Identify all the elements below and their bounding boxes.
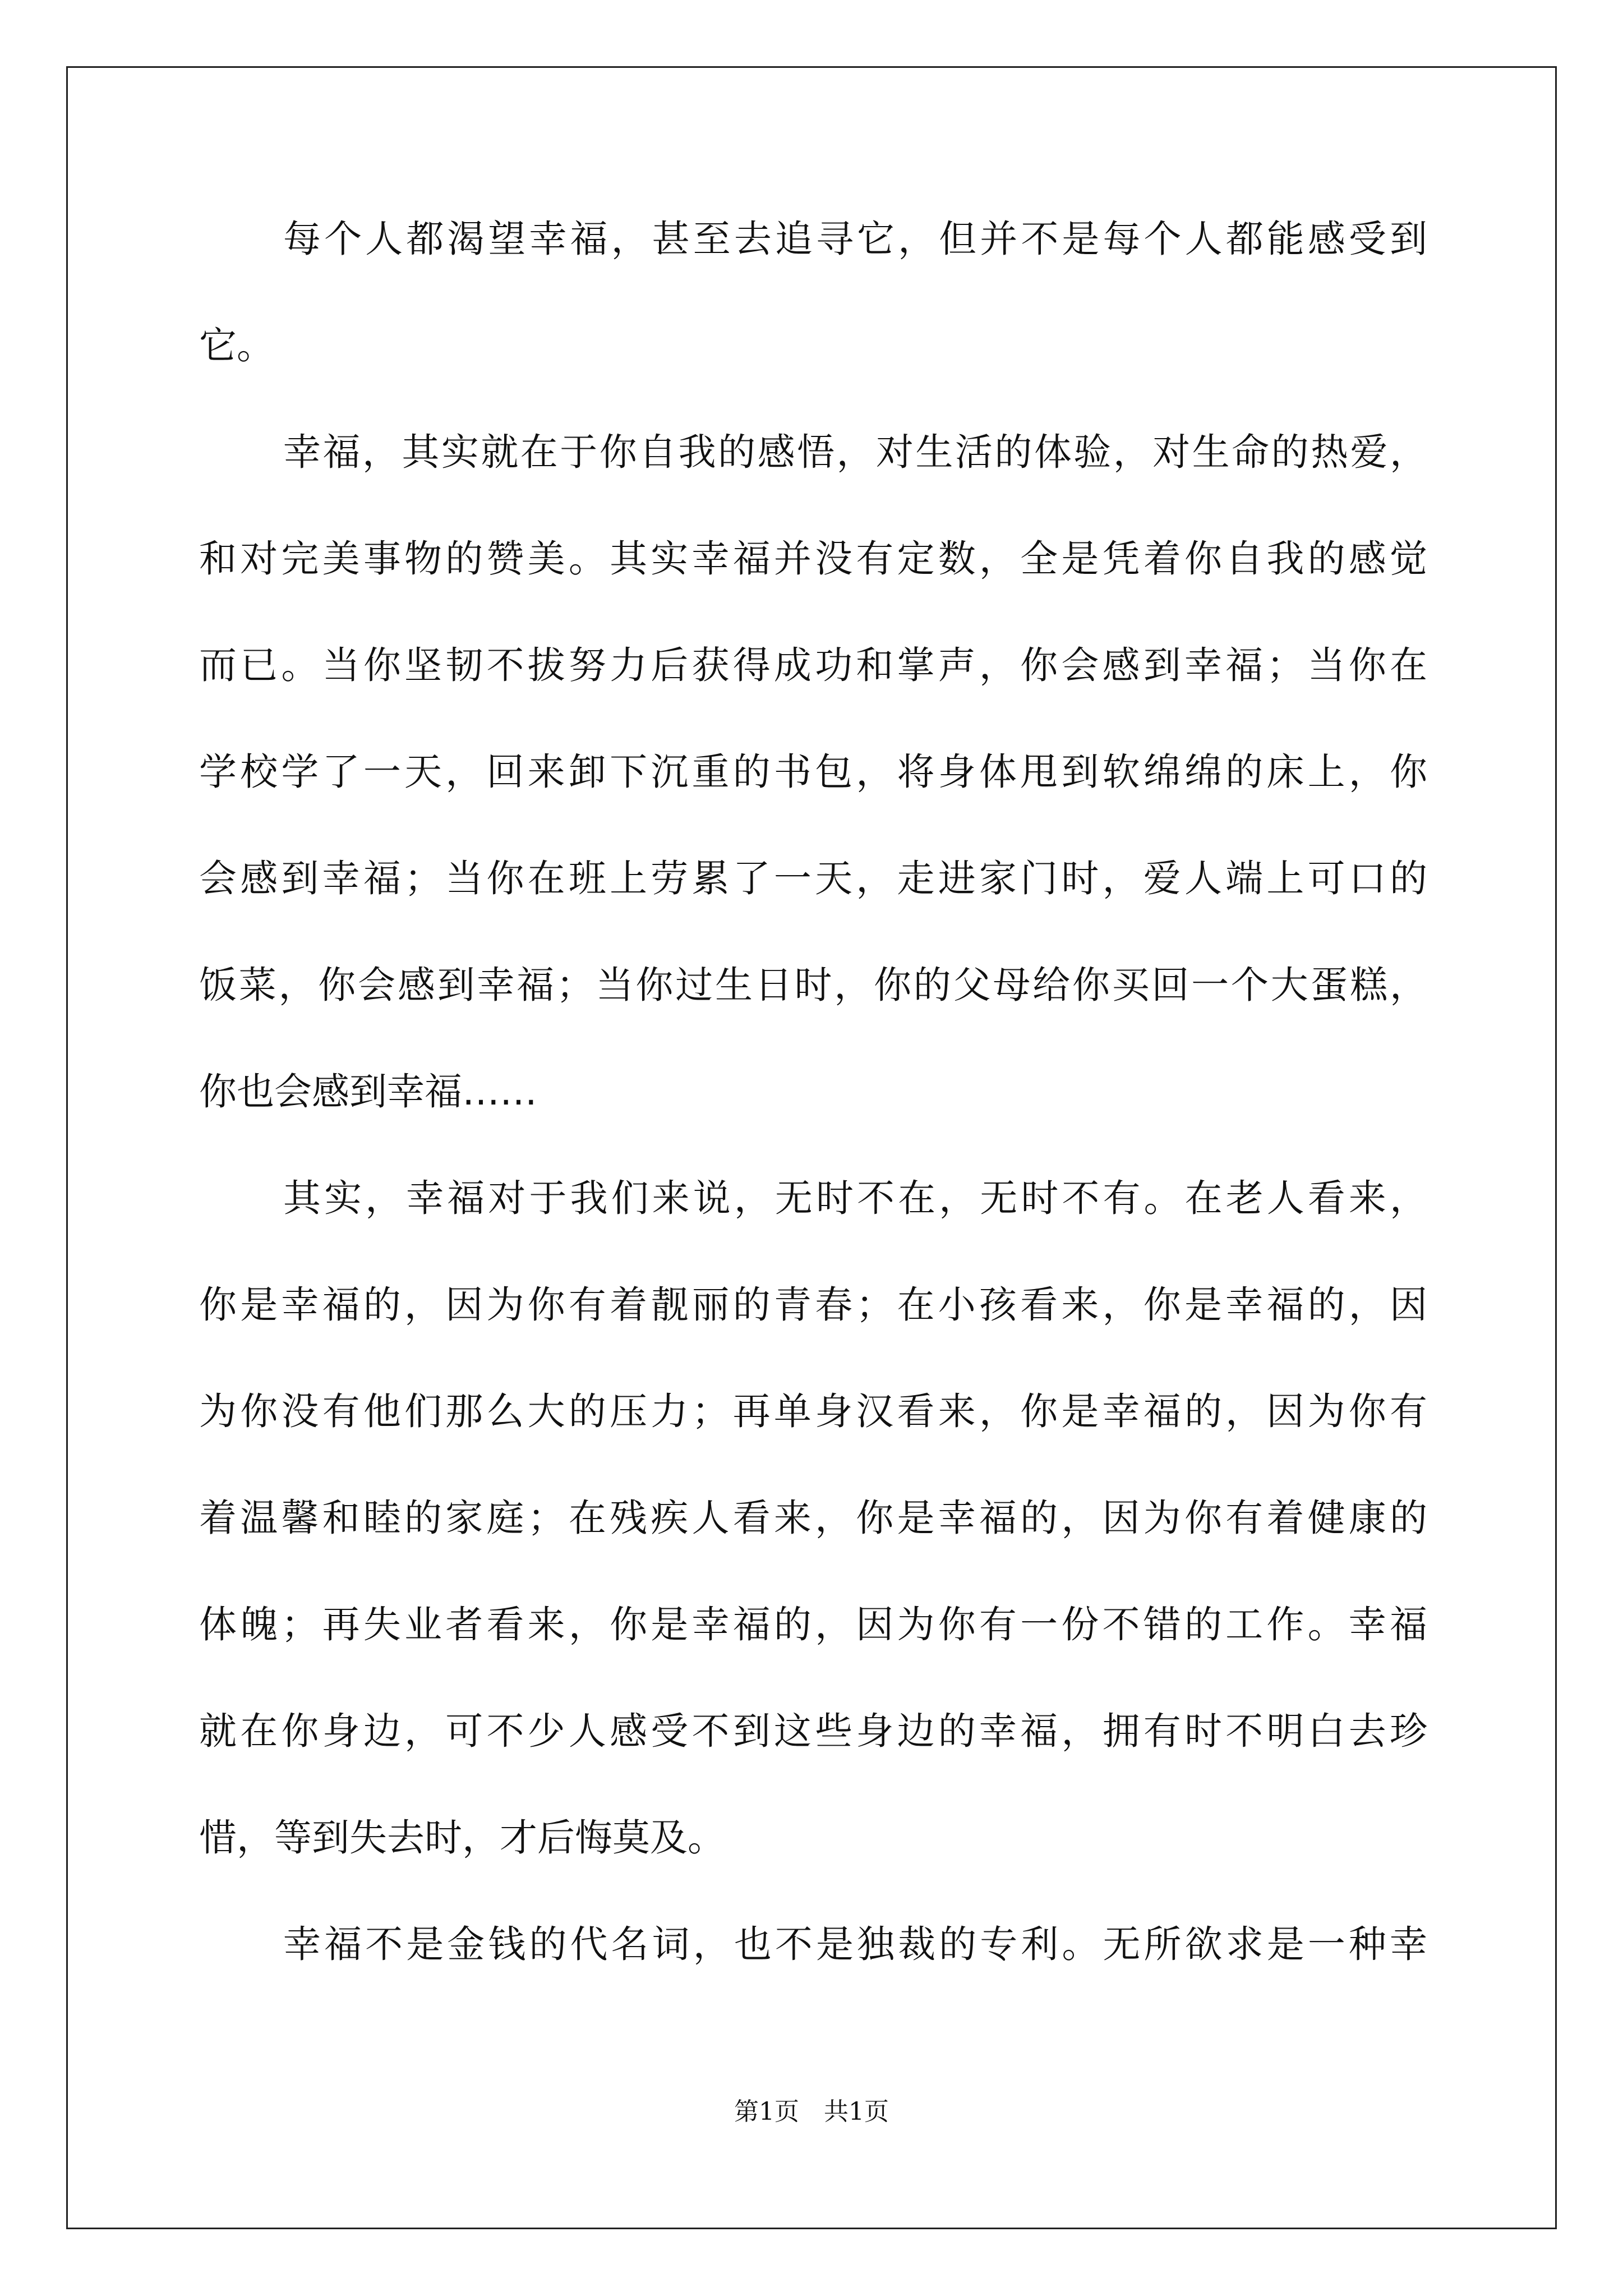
paragraph-2-line-1: 幸福，其实就在于你自我的感悟，对生活的体验，对生命的热爱， bbox=[283, 430, 1427, 474]
paragraph-2-line-5: 会感到幸福；当你在班上劳累了一天，走进家门时，爱人端上可口的 bbox=[199, 857, 1427, 900]
paragraph-3-line-6: 就在你身边，可不少人感受不到这些身边的幸福，拥有时不明白去珍 bbox=[199, 1709, 1427, 1753]
paragraph-1-line-2: 它。 bbox=[199, 324, 274, 367]
page-border bbox=[66, 66, 1557, 2229]
paragraph-3-line-5: 体魄；再失业者看来，你是幸福的，因为你有一份不错的工作。幸福 bbox=[199, 1603, 1427, 1646]
paragraph-3-line-2: 你是幸福的，因为你有着靓丽的青春；在小孩看来，你是幸福的，因 bbox=[199, 1283, 1427, 1327]
paragraph-1-line-1: 每个人都渴望幸福，甚至去追寻它，但并不是每个人都能感受到 bbox=[283, 217, 1427, 261]
page-footer: 第1页 共1页 bbox=[734, 2097, 889, 2126]
paragraph-3-line-3: 为你没有他们那么大的压力；再单身汉看来，你是幸福的，因为你有 bbox=[199, 1389, 1427, 1433]
paragraph-2-line-3: 而已。当你坚韧不拔努力后获得成功和掌声，你会感到幸福；当你在 bbox=[199, 643, 1427, 687]
paragraph-2-line-2: 和对完美事物的赞美。其实幸福并没有定数，全是凭着你自我的感觉 bbox=[199, 537, 1427, 581]
paragraph-3-line-7: 惜，等到失去时，才后悔莫及。 bbox=[199, 1816, 725, 1860]
paragraph-4-line-1: 幸福不是金钱的代名词，也不是独裁的专利。无所欲求是一种幸 bbox=[283, 1922, 1427, 1966]
paragraph-2-line-4: 学校学了一天，回来卸下沉重的书包，将身体甩到软绵绵的床上，你 bbox=[199, 750, 1427, 794]
paragraph-3-line-1: 其实，幸福对于我们来说，无时不在，无时不有。在老人看来， bbox=[283, 1176, 1427, 1220]
paragraph-2-line-6: 饭菜，你会感到幸福；当你过生日时，你的父母给你买回一个大蛋糕， bbox=[199, 963, 1427, 1007]
paragraph-2-line-7: 你也会感到幸福…… bbox=[199, 1070, 537, 1114]
paragraph-3-line-4: 着温馨和睦的家庭；在残疾人看来，你是幸福的，因为你有着健康的 bbox=[199, 1496, 1427, 1540]
